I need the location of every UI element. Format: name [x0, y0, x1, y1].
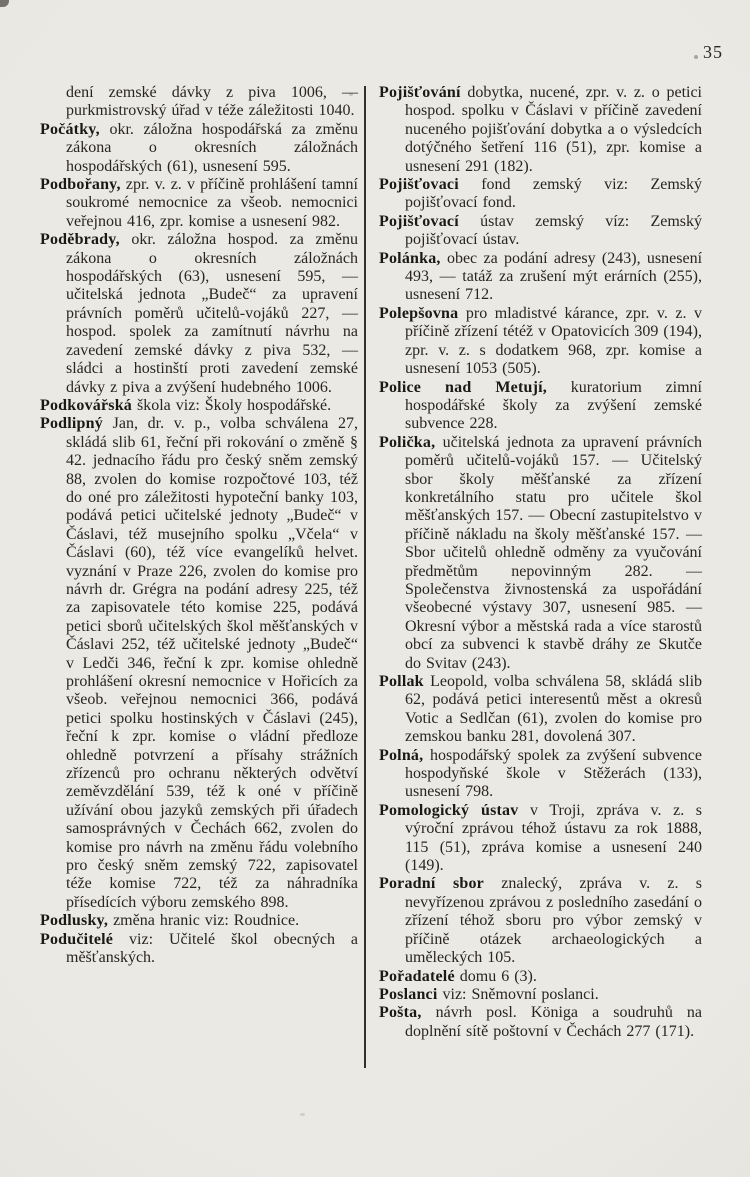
page-number: 35: [703, 42, 723, 62]
entry-term: Podbořany,: [40, 176, 121, 194]
entry-text: návrh posl. Königa a soudruhů na doplnění sítě poštovní v Čechách 277 (171).: [405, 1004, 703, 1040]
entry-text: v Troji, zpráva v. z. s výroční zprávou téhož ústavu za rok 1888, 115 (51), zpráva komise a usnesení 240 (149).: [405, 801, 703, 875]
entry-term: Pořadatelé: [379, 967, 455, 985]
index-entry: [40, 415, 358, 912]
index-entry: [40, 121, 358, 176]
index-entry: [379, 434, 702, 673]
entry-text: viz: Učitelé škol obecných a měšťanských.: [66, 930, 359, 967]
entry-text: změna hranic viz: Roudnice.: [113, 912, 300, 930]
entry-term: Podkovářská: [40, 396, 132, 414]
index-entry: [379, 176, 702, 213]
scan-artifact-speck: [300, 1113, 305, 1116]
entry-term: Podlusky,: [40, 912, 109, 930]
entry-term: Poslanci: [379, 985, 438, 1003]
entry-term: Pomologický ústav: [379, 801, 519, 819]
entry-term: Počátky,: [40, 120, 100, 138]
entry-term: Poradní sbor: [379, 875, 484, 893]
index-entry: [379, 1004, 702, 1041]
entry-text: škola viz: Školy hospodářské.: [137, 396, 332, 414]
index-entry: [40, 176, 358, 231]
index-entry: [40, 912, 358, 930]
index-entry: [40, 931, 358, 968]
column-divider-rule: [364, 86, 366, 1068]
entry-term: Polička,: [379, 433, 436, 451]
entry-text: znalecký, zpráva v. z. s nevyřízenou zprávou z posledního zasedání o zřízení téhož sboru pro výbor zemský v příčině otázek archaeologických a uměleckých 105.: [405, 875, 703, 967]
entry-text: domu 6 (3).: [459, 967, 537, 985]
index-entry: [379, 968, 702, 986]
index-entry: [379, 305, 702, 379]
entry-term: Polná,: [379, 746, 424, 764]
entry-term: Pollak: [379, 673, 424, 690]
entry-text: dení zemské dávky z piva 1006, — purkmistrovský úřad v téže záležitosti 1040.: [66, 84, 358, 120]
scan-artifact-speck: [0, 0, 9, 7]
entry-term: Polánka,: [379, 249, 441, 267]
entry-text: učitelská jednota za upravení právních poměrů učitelů-vojáků 157. — Učitelský sbor školy měšťanské za zřízení konkretálního statu pro učitele škol měšťanských 157. — Obecní zastupitelstvo v příčině nákladu na školy měšťanské 157. — Sbor učitelů ohledně odměny za vyučování předmětům nepovinným 282. — Společenstva živnostenská za uspořádání všeobecné výstavy 307, usnesení 985. — Okresní výbor a městská rada a více starostů obcí za subvenci k stavbě dráhy ze Skutče do Svitav (243).: [405, 433, 702, 672]
entry-term: Podlipný: [40, 415, 103, 433]
right-column: [379, 84, 702, 1041]
entry-text: obec za podání adresy (243), usnesení 493, — tatáž za zrušení mýt erárních (255), usnesení 712.: [405, 249, 703, 304]
index-entry: [379, 986, 702, 1004]
entry-text: okr. záložna hospodářská za změnu zákona o okresních záložnách hospodářských (61), usnesení 595.: [66, 120, 358, 175]
index-entry: [40, 231, 358, 397]
index-entry: [379, 802, 702, 876]
index-entry: [379, 84, 702, 176]
index-entry: [379, 875, 702, 967]
entry-term: Polepšovna: [379, 304, 459, 322]
entry-term: Podučitelé: [40, 930, 114, 948]
index-entry: [379, 213, 702, 250]
entry-text: viz: Sněmovní poslanci.: [442, 985, 599, 1003]
entry-text: fond zemský viz: Zemský pojišťovací fond.: [405, 176, 703, 212]
entry-term: Pojišťování: [379, 84, 461, 101]
entry-text: pro mladistvé kárance, zpr. v. z. v příčině zřízení tétéž v Opatovicích 309 (194), zpr. v. z. s dodatkem 968, zpr. komise a usnesení 1053 (505).: [405, 304, 703, 378]
index-entry: [379, 673, 702, 747]
entry-term: Poděbrady,: [40, 231, 120, 249]
entry-term: Pojišťovací: [379, 212, 459, 230]
scan-artifact-speck: [694, 55, 698, 59]
entry-text: hospodářský spolek za zvýšení subvence hospodyňské škole v Stěžerách (133), usnesení 798.: [405, 746, 703, 801]
entry-text: dobytka, nucené, zpr. v. z. o petici hospod. spolku v Čáslavi v příčině zavedení nuceného pojišťování dobytka a o výsledcích dotýčného šetření 116 (51), zpr. komise a usnesení 291 (182).: [405, 84, 703, 175]
index-entry: [379, 379, 702, 434]
index-entry-continuation: [40, 84, 358, 121]
entry-text: okr. záložna hospod. za změnu zákona o okresních záložnách hospodářských (63), usnesení 595, — učitelská jednota „Budeč“ za upravení právních poměrů učitelů-vojáků 227, — hospod. spolek za zamítnutí návrhu na zavedení zemské dávky z piva 532, — sládci a hostinští proti zavedení zemské dávky z piva a zvýšení hudebného 1006.: [66, 231, 359, 396]
entry-term: Police nad Metují,: [379, 378, 547, 396]
index-entry: [379, 250, 702, 305]
entry-text: Jan, dr. v. p., volba schválena 27, skládá slib 61, řeční při rokování o změně § 42. jednacího řádu pro český sněm zemský 88, zvolen do komise rozpočtové 103, též do oné pro záležitosti hypoteční banky 103, podává petici učitelské jednoty „Budeč“ v Čáslavi, též musejního spolku „Včela“ v Čáslavi (60), též více evangelíků helvet. vyznání v Praze 226, zvolen do komise pro návrh dr. Grégra na podání adresy 225, též za zapisovatele této komise 225, podává petici sborů učitelských škol měšťanských v Čáslavi 252, též učitelské jednoty „Budeč“ v Ledči 346, řeční k zpr. komise ohledně prohlášení okresní nemocnice v Hořicích za všeob. veřejnou nemocnici 366, podává petici spolku hostinských v Čáslavi (245), řeční k zpr. komise o vládní předloze ohledně potvrzení a přísahy strážních zřízenců pro ochranu některých odvětví zeměvzdělání 539, též k oné v příčině užívání obou jazyků zemských při úřadech samosprávných v Čechách 662, zvolen do komise pro návrh na změnu řádu volebního pro český sněm zemský 722, zapisovatel téže komise 722, též za náhradníka přísedících výboru zemského 898.: [66, 415, 359, 911]
index-entry: [40, 397, 358, 415]
index-entry: [379, 747, 702, 802]
entry-text: Leopold, volba schválena 58, skládá slib 62, podává petici interesentů měst a okresů Votic a Sedlčan (61), zvolen do komise pro zemskou banku 281, dovolená 307.: [405, 673, 703, 746]
entry-term: Pošta,: [379, 1004, 422, 1022]
entry-text: ústav zemský víz: Zemský pojišťovací ústav.: [405, 212, 703, 249]
left-column: [40, 84, 358, 968]
entry-term: Pojišťovaci: [379, 176, 459, 194]
entry-text: zpr. v. z. v příčině prohlášení tamní soukromé nemocnice za všeob. nemocnici veřejnou 416, zpr. komise a usnesení 982.: [66, 176, 358, 230]
entry-text: kuratorium zimní hospodářské školy za zvýšení zemské subvence 228.: [405, 378, 702, 433]
